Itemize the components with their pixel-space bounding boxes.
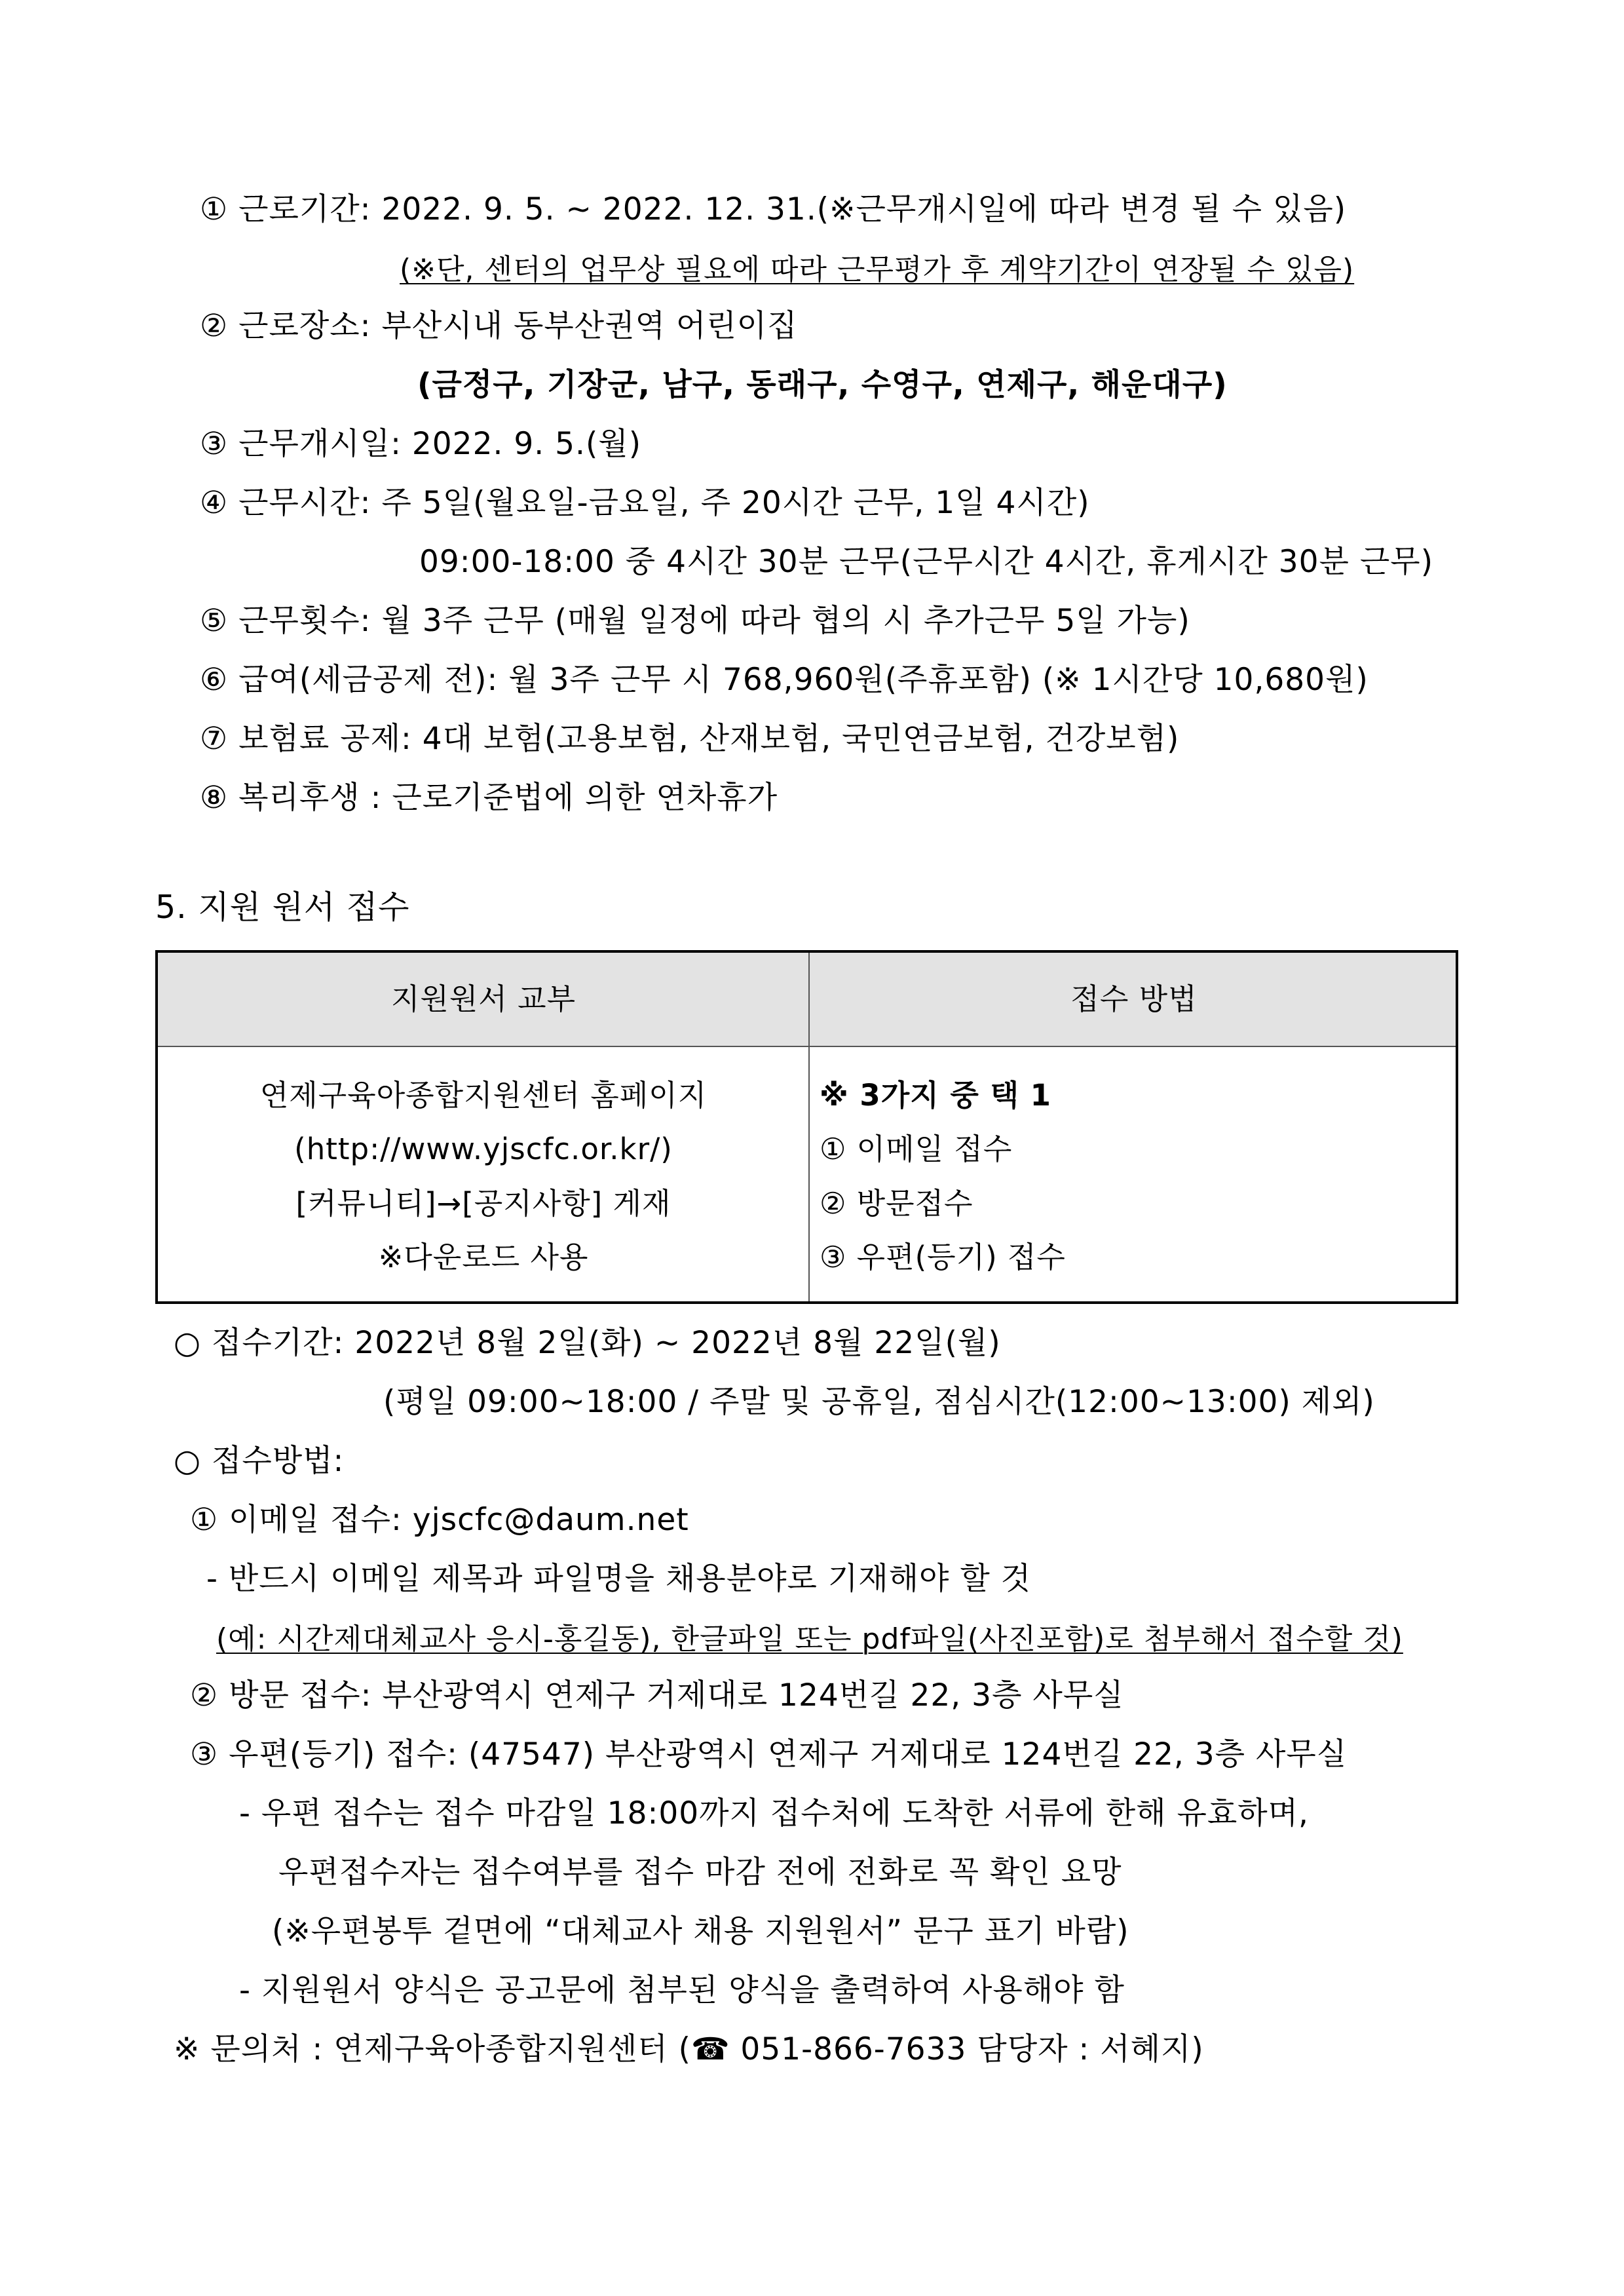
receipt-visit: ② 방문 접수: 부산광역시 연제구 거제대로 124번길 22, 3층 사무실 (190, 1677, 1124, 1713)
table-header-method: 접수 방법 (1070, 982, 1198, 1016)
condition-place-districts: (금정구, 기장군, 남구, 동래구, 수영구, 연제구, 해운대구) (417, 367, 1228, 403)
contact-info: ※ 문의처 : 연제구육아종합지원센터 (☎ 051-866-7633 담당자 : 서혜지) (174, 2031, 1204, 2067)
receipt-email: ① 이메일 접수: yjscfc@daum.net (190, 1502, 689, 1538)
method-line: ③ 우편(등기) 접수 (820, 1240, 1066, 1274)
receipt-email-example: (예: 시간제대체교사 응시-홍길동), 한글파일 또는 pdf파일(사진포함)로 첨부해서 접수할 것) (216, 1622, 1403, 1656)
receipt-post-note: 우편접수자는 접수여부를 접수 마감 전에 전화로 꼭 확인 요망 (278, 1854, 1122, 1890)
method-line: ② 방문접수 (820, 1186, 973, 1221)
table-header-row (158, 953, 1456, 1047)
receipt-period-note: (평일 09:00~18:00 / 주말 및 공휴일, 점심시간(12:00~13:00) 제외) (383, 1384, 1375, 1420)
receipt-period: ○ 접수기간: 2022년 8월 2일(화) ~ 2022년 8월 22일(월) (174, 1325, 1001, 1361)
receipt-email-note: - 반드시 이메일 제목과 파일명을 채용분야로 기재해야 할 것 (206, 1561, 1032, 1597)
distribution-line: [커뮤니티]→[공지사항] 게재 (295, 1186, 671, 1221)
table-column-divider (808, 953, 810, 1301)
distribution-line: (http://www.yjscfc.or.kr/) (294, 1132, 673, 1166)
condition-period-note: (※단, 센터의 업무상 필요에 따라 근무평가 후 계약기간이 연장될 수 있음) (400, 253, 1355, 286)
receipt-post-note: - 우편 접수는 접수 마감일 18:00까지 접수처에 도착한 서류에 한해 유효하며, (239, 1795, 1309, 1831)
receipt-post: ③ 우편(등기) 접수: (47547) 부산광역시 연제구 거제대로 124번길 22, 3층 사무실 (190, 1736, 1348, 1772)
receipt-post-note: (※우편봉투 겉면에 “대체교사 채용 지원원서” 문구 표기 바람) (272, 1913, 1129, 1949)
receipt-form-note: - 지원원서 양식은 공고문에 첨부된 양식을 출력하여 사용해야 함 (239, 1972, 1125, 2008)
receipt-method-label: ○ 접수방법: (174, 1443, 345, 1479)
application-table (155, 950, 1458, 1304)
method-line: ※ 3가지 중 택 1 (820, 1078, 1051, 1113)
distribution-line: 연제구육아종합지원센터 홈페이지 (259, 1078, 708, 1113)
condition-insurance: ⑦ 보험료 공제: 4대 보험(고용보험, 산재보험, 국민연금보험, 건강보험) (200, 721, 1180, 757)
table-header-distribution: 지원원서 교부 (390, 982, 576, 1016)
condition-welfare: ⑧ 복리후생 : 근로기준법에 의한 연차휴가 (200, 780, 778, 816)
condition-hours: ④ 근무시간: 주 5일(월요일-금요일, 주 20시간 근무, 1일 4시간) (200, 485, 1090, 521)
condition-frequency: ⑤ 근무횟수: 월 3주 근무 (매월 일정에 따라 협의 시 추가근무 5일 가능) (200, 603, 1190, 639)
method-line: ① 이메일 접수 (820, 1132, 1013, 1166)
condition-salary: ⑥ 급여(세금공제 전): 월 3주 근무 시 768,960원(주휴포함) (※ 1시간당 10,680원) (200, 662, 1369, 698)
condition-place: ② 근로장소: 부산시내 동부산권역 어린이집 (200, 308, 798, 344)
condition-start: ③ 근무개시일: 2022. 9. 5.(월) (200, 426, 642, 462)
distribution-line: ※다운로드 사용 (378, 1240, 589, 1274)
condition-period: ① 근로기간: 2022. 9. 5. ~ 2022. 12. 31.(※근무개시일에 따라 변경 될 수 있음) (200, 191, 1347, 227)
section-heading: 5. 지원 원서 접수 (155, 889, 410, 926)
condition-hours-detail: 09:00-18:00 중 4시간 30분 근무(근무시간 4시간, 휴게시간 30분 근무) (419, 544, 1434, 580)
